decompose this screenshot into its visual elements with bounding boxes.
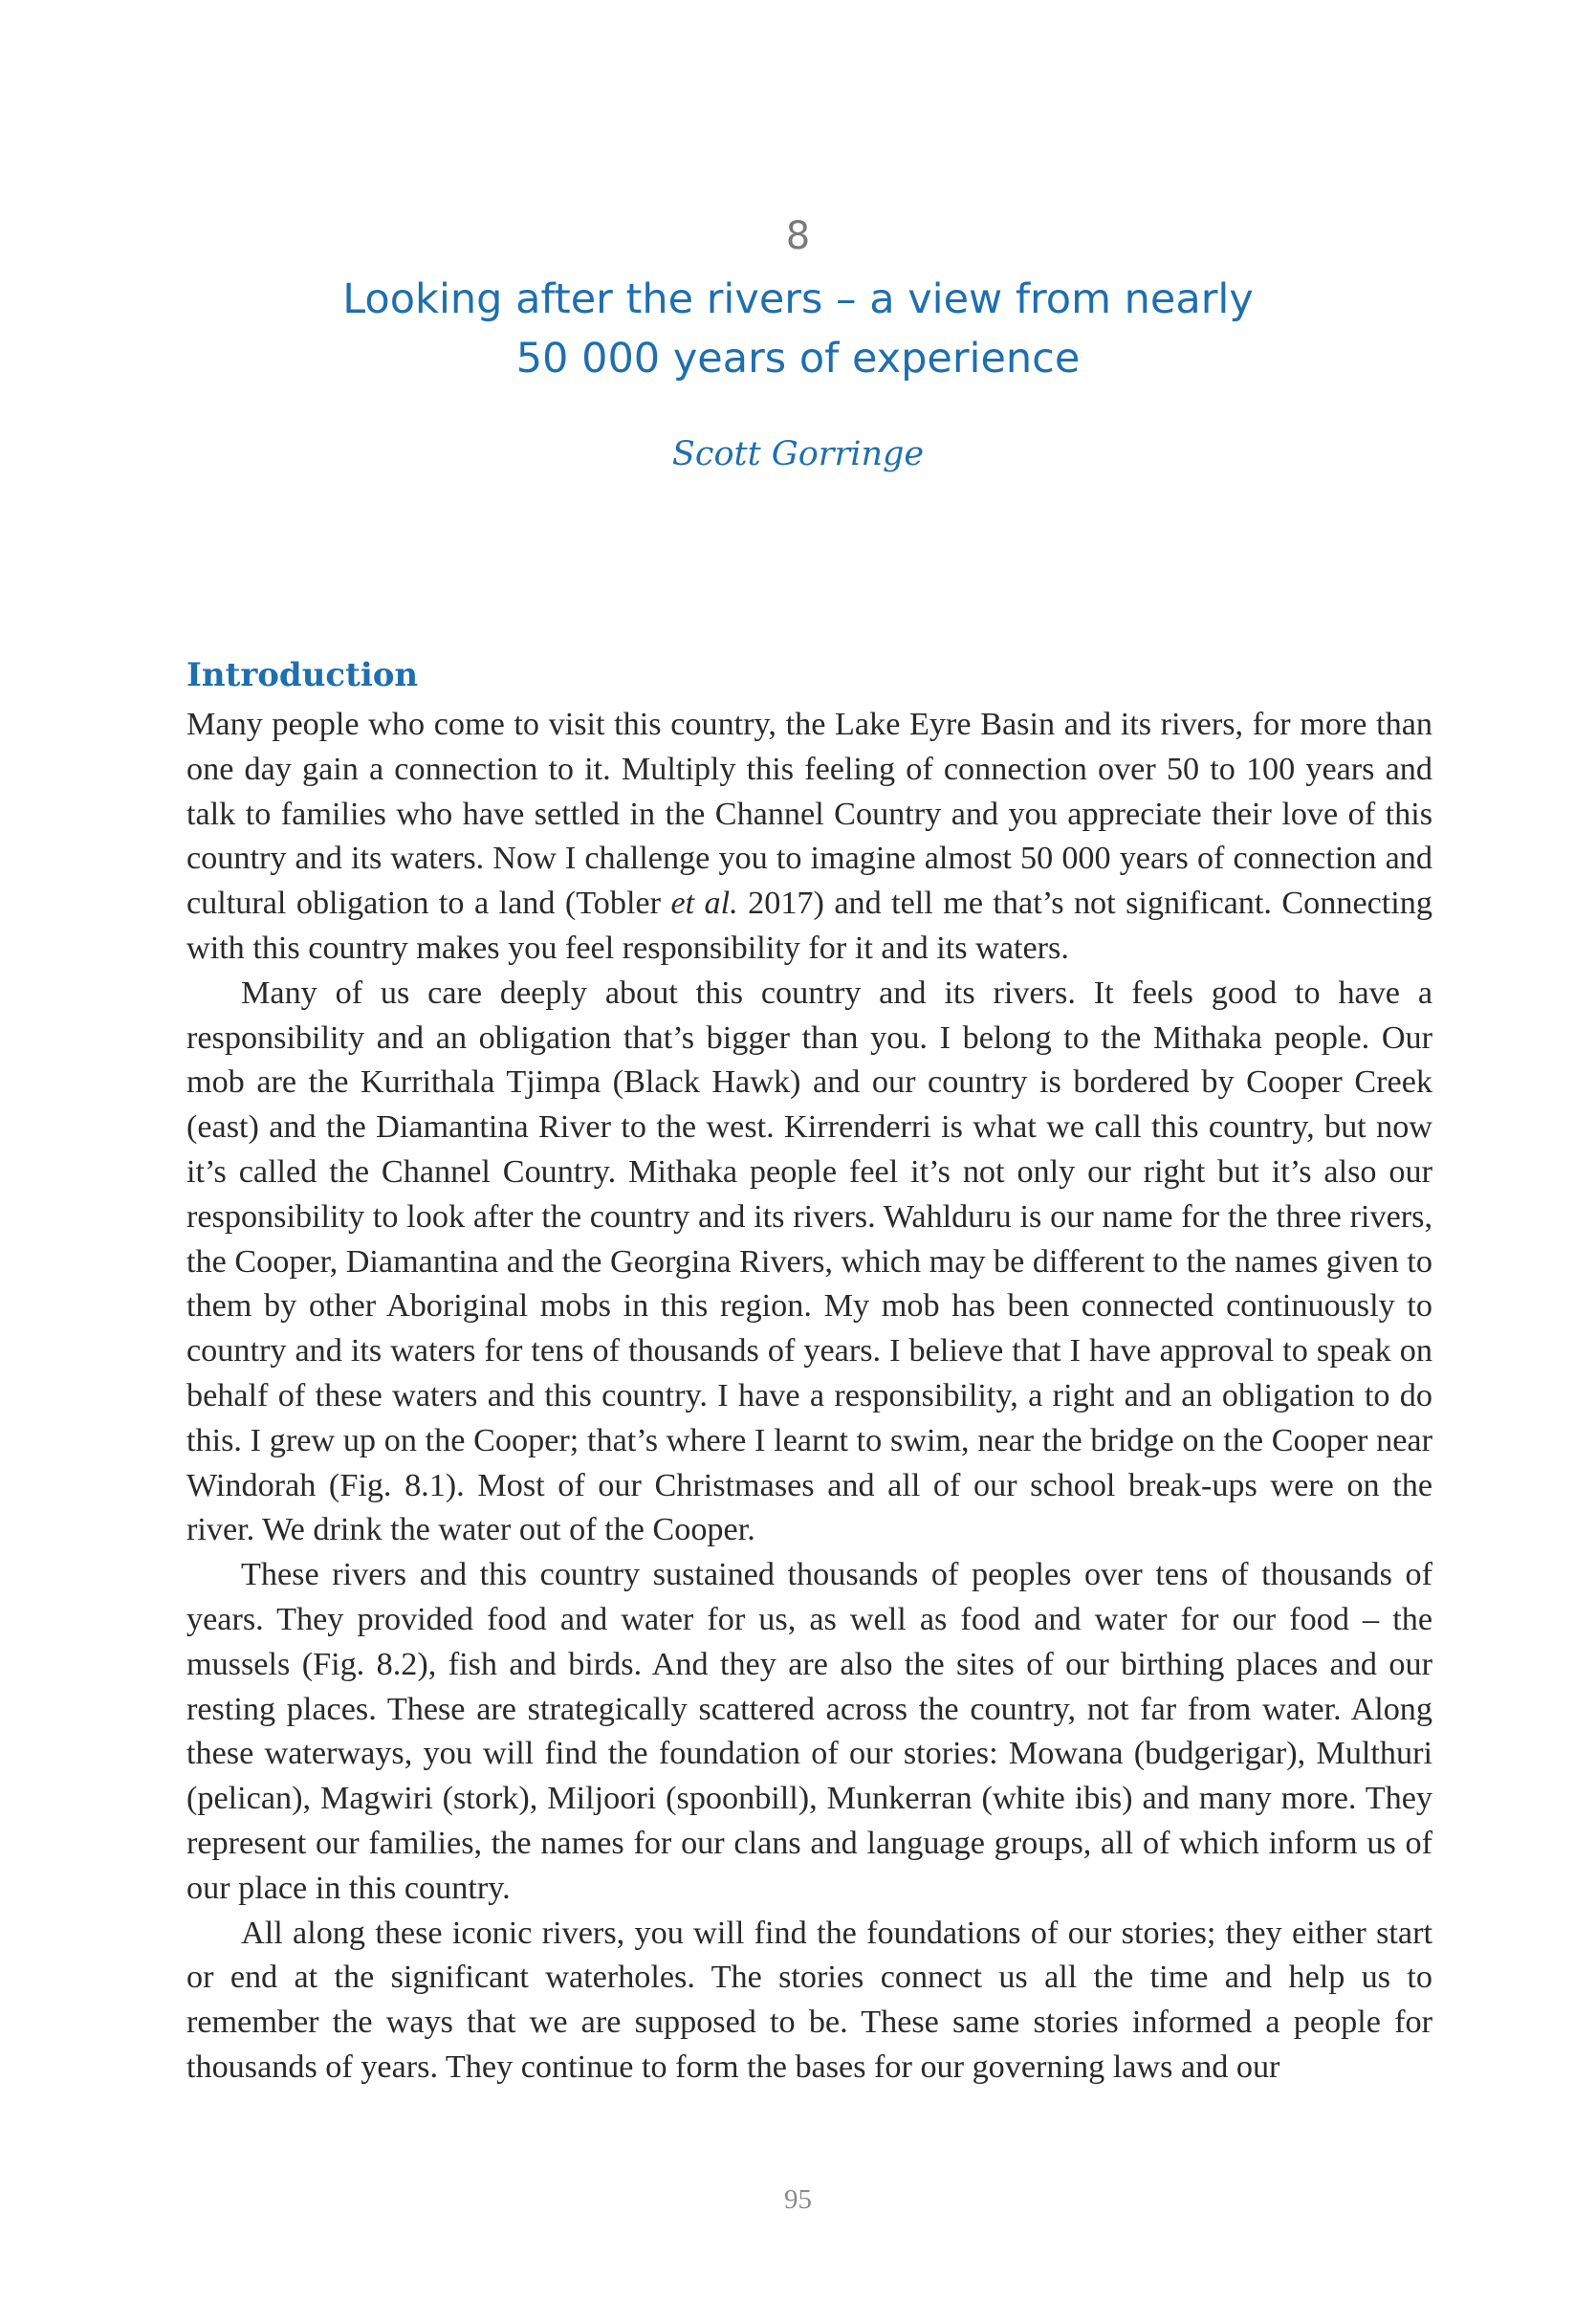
chapter-number: 8 [785,214,811,258]
section-heading: Introduction [186,656,419,694]
paragraph-3: These rivers and this country sustained thousands of peoples over tens of thousands of years. They provided food and water for us, as well as food and water for our food – the mussels (Fig. 8.2), fish and birds. And they are also the sites of our birthing places and our resting places. These are strategically scattered across the country, not far from water. Along these waterways, you will find the foundation of our stories: Mowana (budgerigar), Multhuri (pelican), Magwiri (stork), Miljoori (spoonbill), Munkerran (white ibis) and many more. They represent our families, the names for our clans and language groups, all of which inform us of our place in this country. [186,1557,1432,1906]
paragraph-1-text-b: 2017) and tell me that’s not significant. Connecting with this country makes you feel responsibility for it and its waters. [186,886,1432,966]
page-number: 95 [784,2184,812,2215]
paragraph-4: All along these iconic rivers, you will find the foundations of our stories; they either start or end at the significant waterholes. The stories connect us all the time and help us to remember the ways that we are supposed to be. These same stories informed a people for thousands of years. They continue to form the bases for our governing laws and our [186,1915,1432,2085]
paragraph-1 [186,703,1432,972]
body-text [186,703,1432,2091]
paragraph-1-text-a: Many people who come to visit this country, the Lake Eyre Basin and its rivers, for more than one day gain a connection to it. Multiply this feeling of connection over 50 to 100 years and talk to families who have settled in the Channel Country and you appreciate their love of this country and its waters. Now I challenge you to imagine almost 50 000 years of connection and cultural obligation to a land (Tobler [186,707,1432,922]
chapter-author: Scott Gorringe [671,435,925,473]
chapter-title [0,270,1596,388]
chapter-title-line-1: Looking after the rivers – a view from nearly [342,275,1254,323]
chapter-title-line-2: 50 000 years of experience [515,335,1081,383]
citation-et-al: et al. [670,886,738,922]
paragraph-2: Many of us care deeply about this country and its rivers. It feels good to have a responsibility and an obligation that’s bigger than you. I belong to the Mithaka people. Our mob are the Kurrithala Tjimpa (Black Hawk) and our country is bordered by Cooper Creek (east) and the Diamantina River to the west. Kirrenderri is what we call this country, but now it’s called the Channel Country. Mithaka people feel it’s not only our right but it’s also our responsibility to look after the country and its rivers. Wahlduru is our name for the three rivers, the Cooper, Diamantina and the Georgina Rivers, which may be different to the names given to them by other Aboriginal mobs in this region. My mob has been connected continuously to country and its waters for tens of thousands of years. I believe that I have approval to speak on behalf of these waters and this country. I have a responsibility, a right and an obligation to do this. I grew up on the Cooper; that’s where I learnt to swim, near the bridge on the Cooper near Windorah (Fig. 8.1). Most of our Christmases and all of our school break-ups were on the river. We drink the water out of the Cooper. [186,975,1432,1548]
